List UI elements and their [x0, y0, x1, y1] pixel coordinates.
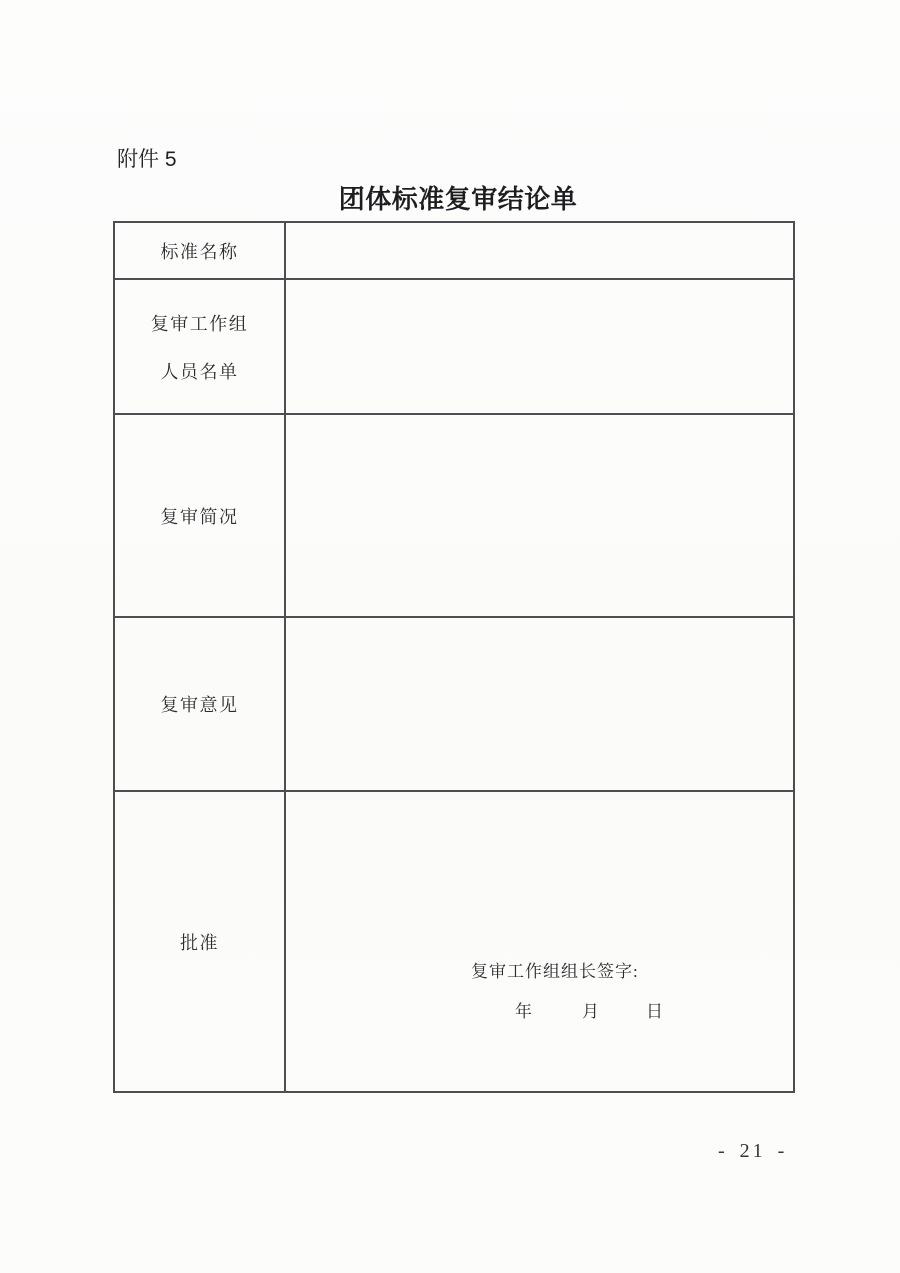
- row-label-line1: 复审工作组: [150, 313, 249, 334]
- approval-blank-field: [286, 792, 793, 1091]
- year-label: 年: [515, 1002, 532, 1021]
- page-title: 团体标准复审结论单: [338, 185, 578, 214]
- standard-name-blank-field: [286, 223, 793, 280]
- attachment-label: 附件 5: [117, 148, 177, 171]
- date-line: [471, 1000, 663, 1024]
- signature-label: 复审工作组组长签字:: [471, 962, 639, 981]
- review-conclusion-form-table: [113, 221, 795, 1093]
- row-label-review-summary: 复审简况: [115, 415, 286, 618]
- review-opinion-blank-field: [286, 618, 793, 792]
- day-label: 日: [646, 1002, 663, 1021]
- row-label-review-group-roster: [115, 280, 286, 415]
- page-number: - 21 -: [718, 1140, 788, 1162]
- row-label-approval: 批准: [115, 792, 286, 1091]
- row-label-standard-name: 标准名称: [115, 223, 286, 280]
- review-summary-blank-field: [286, 415, 793, 618]
- row-label-review-opinion: 复审意见: [115, 618, 286, 792]
- signature-block: [471, 960, 663, 1024]
- month-label: 月: [582, 1002, 599, 1021]
- row-label-line2: 人员名单: [160, 361, 239, 382]
- review-group-roster-blank-field: [286, 280, 793, 415]
